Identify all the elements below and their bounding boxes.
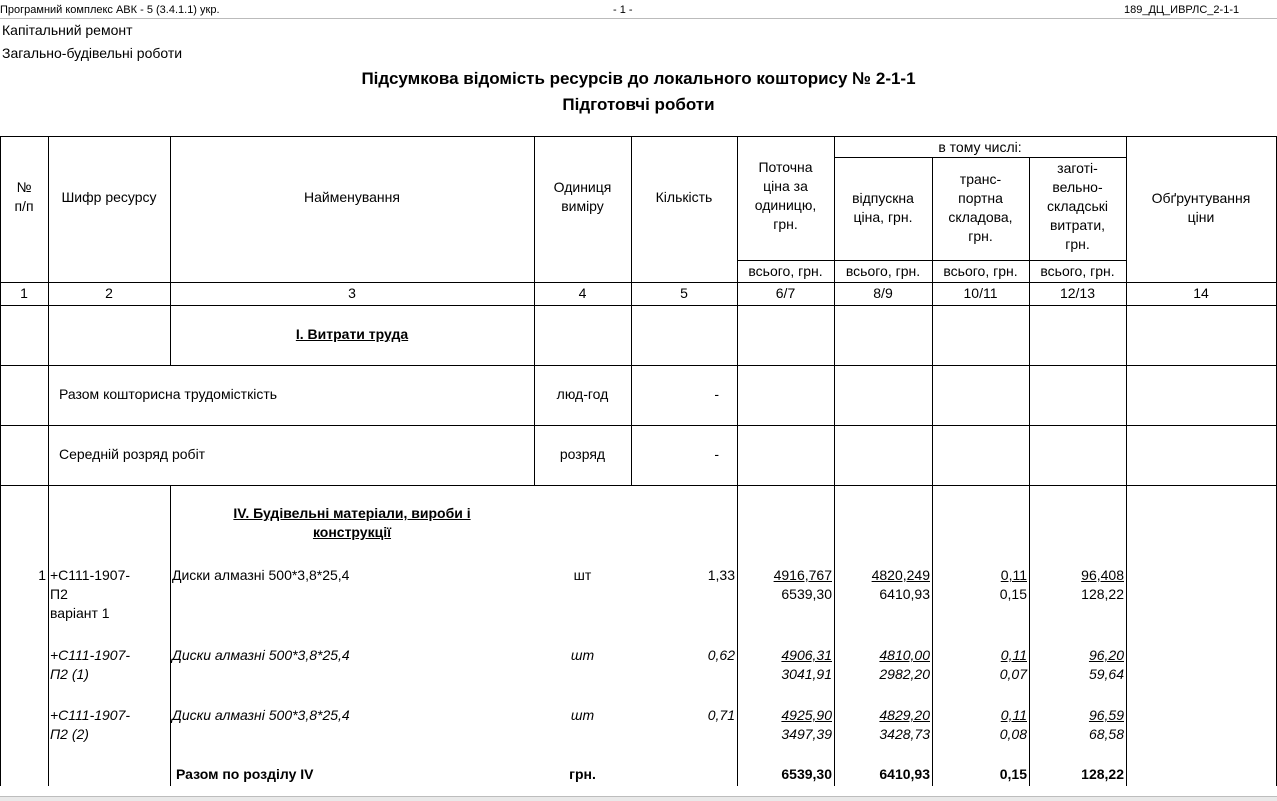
avg-grade-name: Середній розряд робіт (59, 446, 206, 462)
column-number: 2 (105, 285, 113, 301)
col-unit-header: Одиниця виміру (553, 179, 612, 214)
resource-price: 4925,90 3497,39 (781, 707, 832, 742)
file-code: 189_ДЦ_ИВРЛС_2-1-1 (1124, 4, 1240, 16)
col-including-header: в тому числі: (938, 139, 1022, 155)
col-price-header: Поточна ціна за одиницю, грн. (754, 159, 817, 232)
avg-grade-qty: - (714, 446, 719, 462)
resource-transport: 0,11 0,08 (999, 707, 1027, 742)
resource-unit: шт (573, 567, 592, 583)
column-number: 4 (578, 285, 587, 301)
resource-qty: 0,62 (707, 647, 735, 663)
resource-code: +С111-1907- П2 (1) (50, 647, 131, 682)
avg-grade-unit: розряд (559, 446, 606, 462)
labor-total-unit: люд-год (556, 386, 609, 402)
col-transport-header: транс- портна складова, грн. (948, 171, 1013, 244)
resource-name: Диски алмазні 500*3,8*25,4 (172, 567, 350, 583)
total-transport: 0,15 (999, 766, 1027, 782)
total-label-procure: всього, грн. (1040, 263, 1115, 279)
labor-total-qty: - (714, 386, 719, 402)
column-number: 3 (348, 285, 356, 301)
resource-transport: 0,11 0,15 (999, 567, 1027, 602)
resource-price: 4916,767 6539,30 (773, 567, 832, 602)
column-number: 14 (1193, 285, 1209, 301)
resource-procure: 96,59 68,58 (1088, 707, 1124, 742)
total-label-transport: всього, грн. (943, 263, 1018, 279)
total-release: 6410,93 (879, 766, 930, 782)
resource-release: 4829,20 3428,73 (879, 707, 930, 742)
total-label: Разом по розділу IV (176, 766, 314, 782)
col-release-header: відпускна ціна, грн. (852, 190, 914, 225)
col-justification-header: Обґрунтування ціни (1151, 190, 1251, 225)
resource-release: 4820,249 6410,93 (871, 567, 930, 602)
labor-total-name: Разом кошторисна трудомісткість (59, 386, 278, 402)
horizontal-scrollbar[interactable] (0, 796, 1277, 801)
total-label-price: всього, грн. (748, 263, 823, 279)
resource-price: 4906,31 3041,91 (781, 647, 832, 682)
column-number: 5 (680, 285, 688, 301)
col-num-header: № п/п (14, 179, 34, 214)
column-number: 1 (20, 285, 28, 301)
total-label-release: всього, грн. (845, 263, 921, 279)
work-type: Загально-будівельні роботи (2, 45, 183, 61)
resource-code: +С111-1907- П2 (2) (50, 707, 131, 742)
document-title: Підсумкова відомість ресурсів до локального кошторису № 2-1-1 (361, 69, 916, 88)
header-divider (0, 18, 1277, 19)
resource-procure: 96,20 59,64 (1088, 647, 1124, 682)
column-number: 12/13 (1059, 285, 1096, 301)
resource-code: +С111-1907- П2 варіант 1 (50, 567, 131, 621)
column-number: 10/11 (963, 285, 998, 301)
program-name: Програмний комплекс АВК - 5 (3.4.1.1) укр. (0, 4, 220, 16)
section-1-heading: І. Витрати труда (295, 326, 409, 342)
resource-name: Диски алмазні 500*3,8*25,4 (172, 707, 350, 723)
page-number: - 1 - (613, 4, 633, 16)
resource-release: 4810,00 2982,20 (879, 647, 930, 682)
resource-qty: 0,71 (707, 707, 735, 723)
col-name-header: Найменування (304, 189, 400, 205)
column-number: 8/9 (873, 285, 893, 301)
section-4-heading: IV. Будівельні матеріали, вироби і конструкції (233, 505, 471, 540)
document-subtitle: Підготовчі роботи (562, 95, 715, 114)
total-procure: 128,22 (1081, 766, 1124, 782)
resource-transport: 0,11 0,07 (999, 647, 1027, 682)
total-price: 6539,30 (781, 766, 832, 782)
col-code-header: Шифр ресурсу (61, 189, 157, 205)
resource-name: Диски алмазні 500*3,8*25,4 (172, 647, 350, 663)
project-type: Капітальний ремонт (2, 22, 133, 38)
resource-procure: 96,408 128,22 (1081, 567, 1124, 602)
column-number: 6/7 (775, 285, 796, 301)
resource-unit: шт (570, 707, 595, 723)
item-number: 1 (38, 567, 46, 583)
total-unit: грн. (569, 766, 596, 782)
col-procure-header: заготі- вельно- складські витрати, грн. (1047, 160, 1108, 252)
resource-unit: шт (570, 647, 595, 663)
resource-qty: 1,33 (707, 567, 735, 583)
col-qty-header: Кількість (655, 189, 713, 205)
